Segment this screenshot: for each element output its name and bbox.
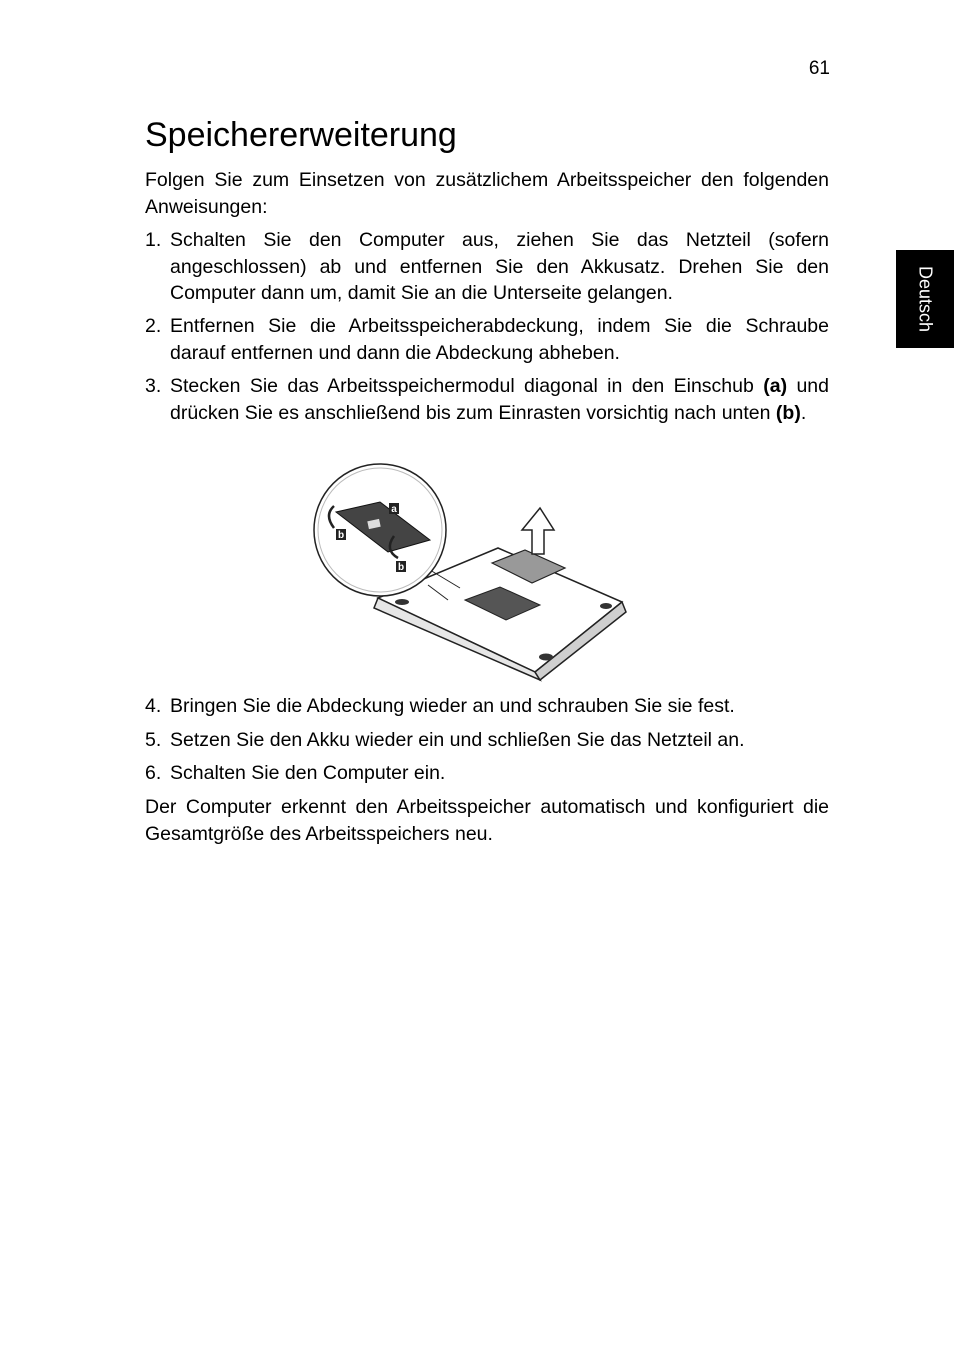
step-5 [145,727,829,754]
step-text-part: und drücken Sie es anschließend bis zum Einrasten vorsichtig nach unten [170,375,829,424]
step-text-part: Stecken Sie das Arbeitsspeichermodul diagonal in den Einschub [170,375,764,397]
step-3 [145,373,829,426]
page-number: 61 [808,58,830,79]
language-tab-label: Deutsch [915,265,936,333]
step-text: Setzen Sie den Akku wieder ein und schließen Sie das Netzteil an. [170,729,745,751]
slot-reference-b: (b) [775,401,801,424]
label-a: a [391,504,397,515]
step-number: 4. [145,695,162,717]
step-text-part: . [800,401,807,424]
step-number: 3. [145,375,162,397]
step-number: 6. [145,762,162,784]
step-text: Schalten Sie den Computer ein. [170,762,446,784]
step-1 [145,227,829,307]
step-number: 1. [145,229,162,251]
language-tab [896,250,954,348]
step-text [170,373,829,426]
label-b-bottom: b [397,562,405,573]
closing-paragraph: Der Computer erkennt den Arbeitsspeicher automatisch und konfiguriert die Gesamtgröße des Arbeitsspeichers neu. [145,796,829,845]
intro-paragraph: Folgen Sie zum Einsetzen von zusätzlichem Arbeitsspeicher den folgenden Anweisungen: [145,169,829,218]
step-text: Entfernen Sie die Arbeitsspeicherabdeckung, indem Sie die Schraube darauf entfernen und dann die Abdeckung abheben. [170,315,829,364]
page-title: Speichererweiterung [145,116,457,154]
step-4 [145,693,829,720]
step-2 [145,313,829,366]
step-text: Bringen Sie die Abdeckung wieder an und schrauben Sie sie fest. [170,695,735,717]
step-6 [145,760,829,787]
step-number: 2. [145,315,162,337]
memory-installation-illustration [310,460,630,682]
step-text: Schalten Sie den Computer aus, ziehen Sie das Netzteil (sofern angeschlossen) ab und entfernen Sie den Akkusatz. Drehen Sie den Computer dann um, damit Sie an die Unterseite gelangen. [170,229,829,304]
label-b-left: b [337,530,345,541]
slot-reference-a: (a) [763,375,788,397]
step-number: 5. [145,729,162,751]
